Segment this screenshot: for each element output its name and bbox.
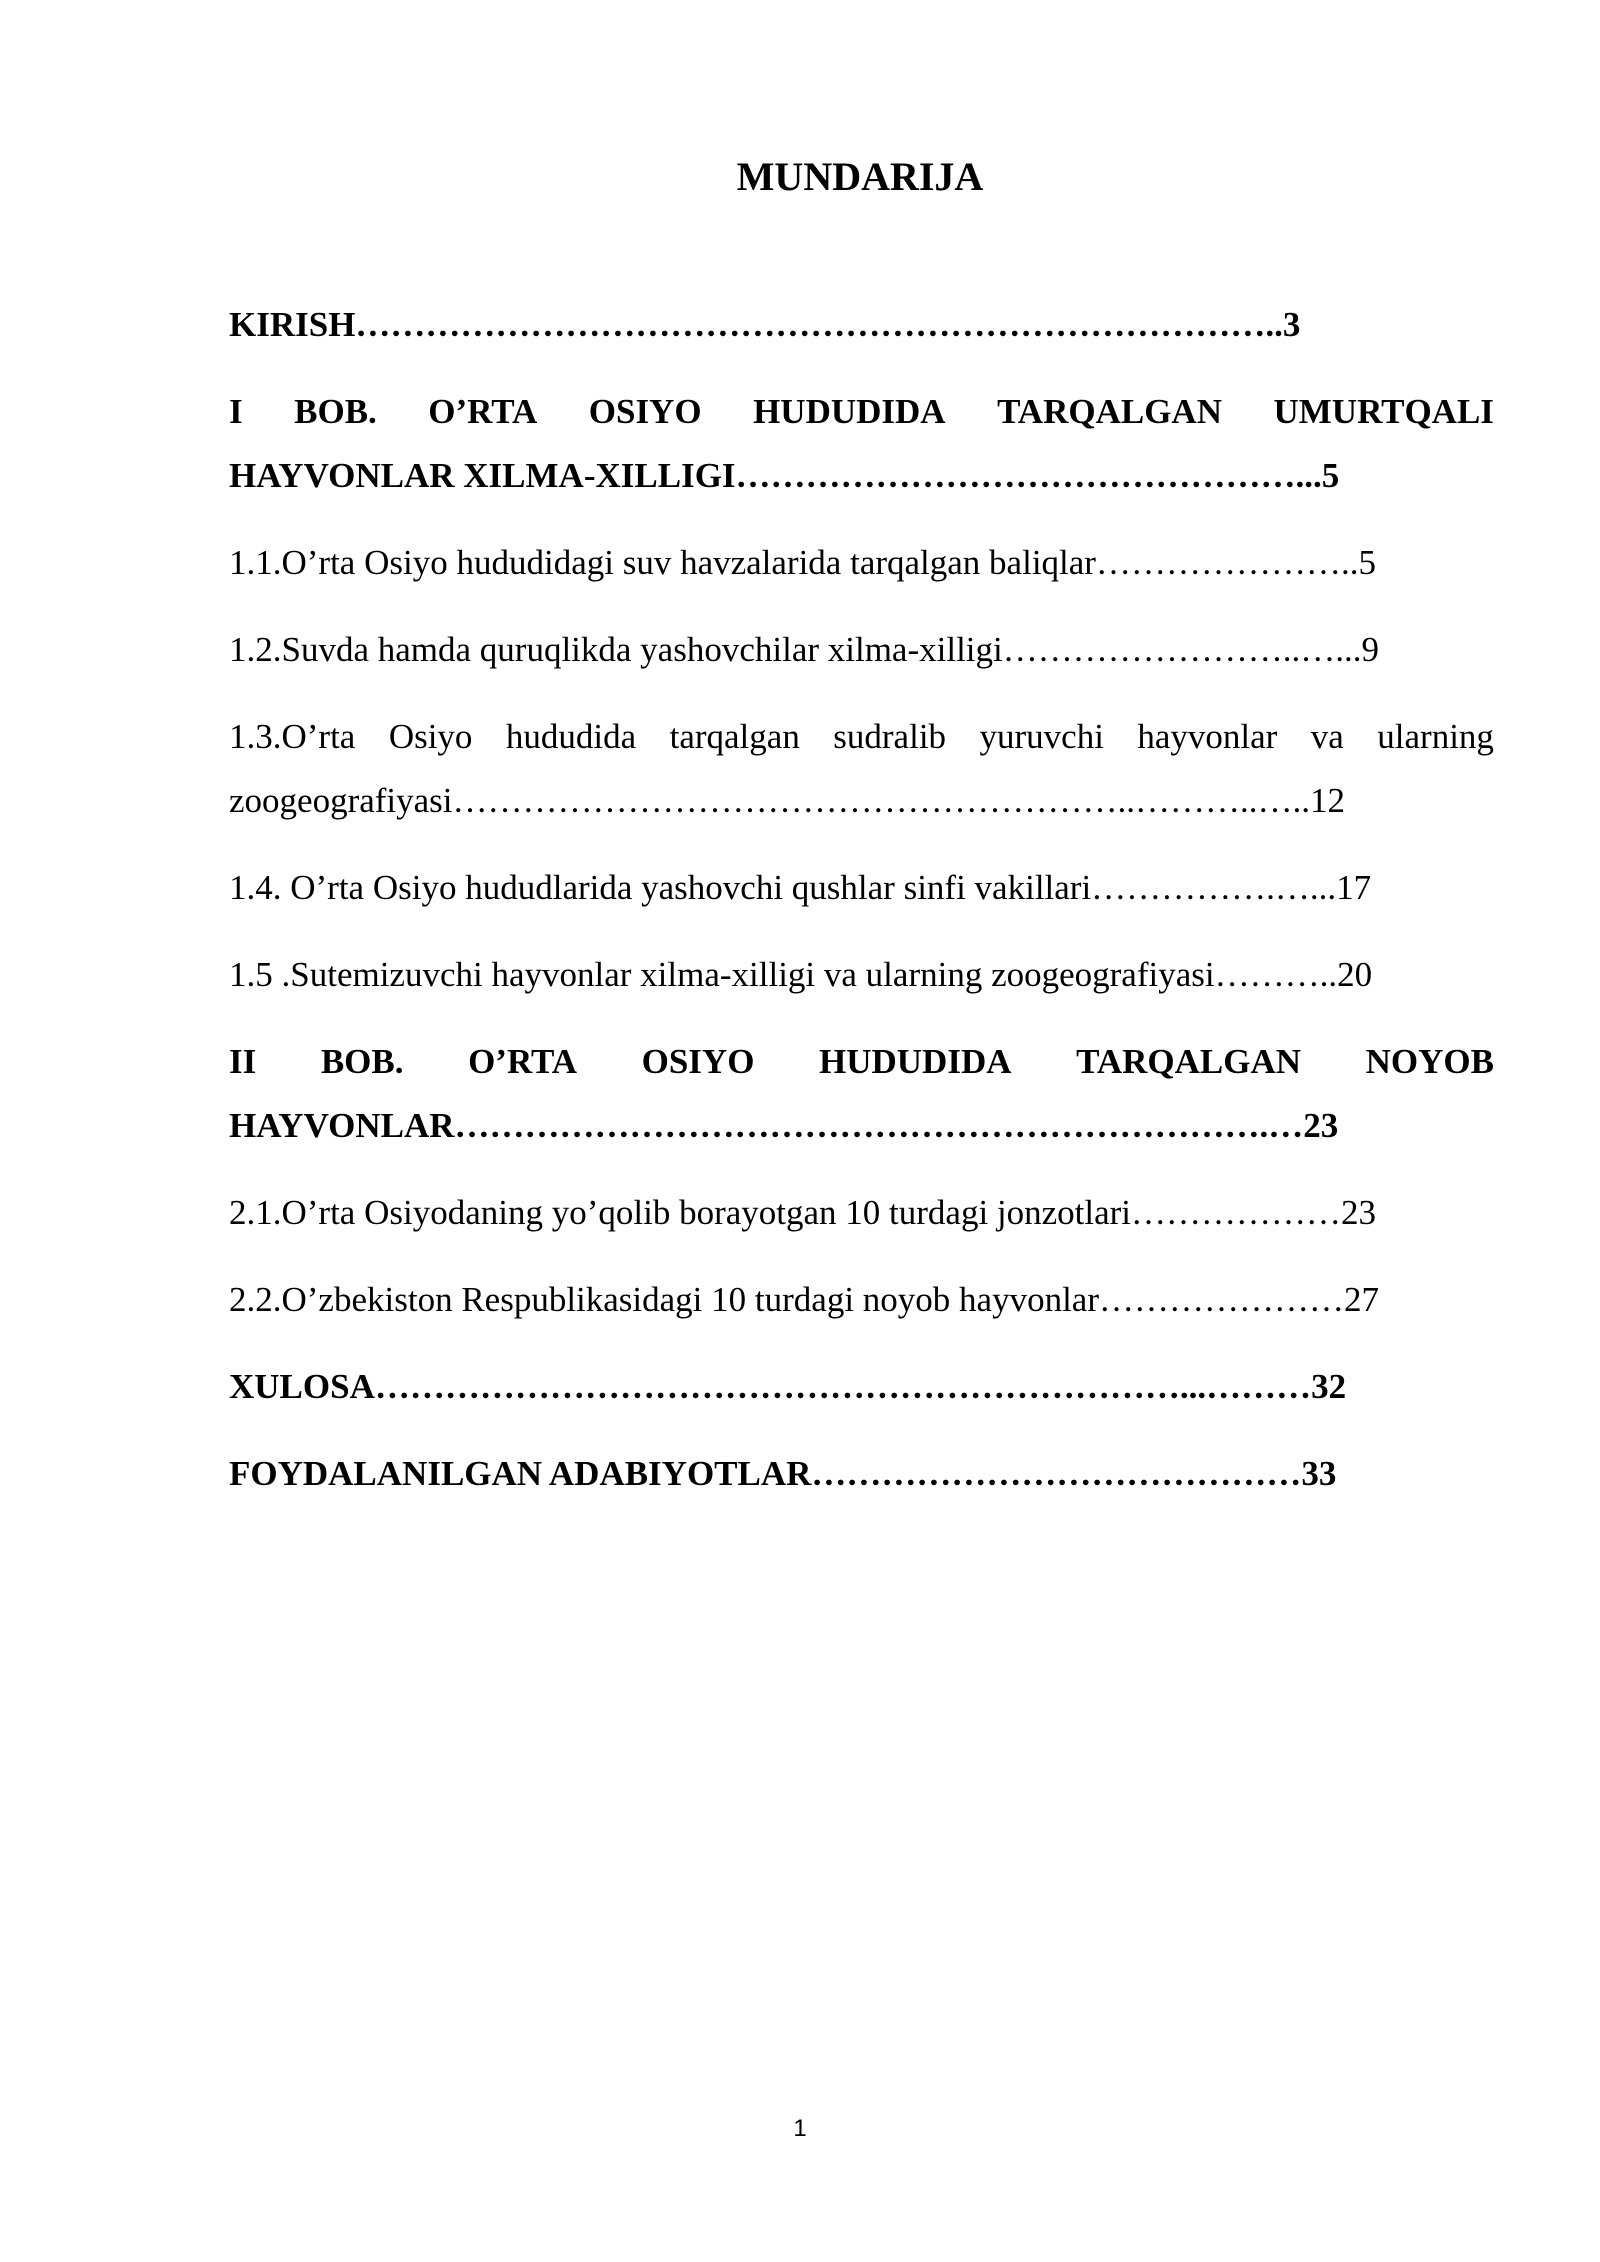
word: va <box>1310 717 1344 756</box>
toc-entry-kirish[interactable]: KIRISH……………………………………………………………………..3 <box>229 305 1301 344</box>
toc-entry-chapter-2-line-2[interactable]: HAYVONLAR…………………………………………………………….…23 <box>229 1106 1339 1145</box>
word: yuruvchi <box>979 717 1104 756</box>
word: BOB. <box>294 392 377 431</box>
chapter-2-title-words <box>229 1038 1494 1086</box>
word: tarqalgan <box>669 717 800 756</box>
page-number: 1 <box>793 2115 807 2142</box>
word: TARQALGAN <box>997 392 1222 431</box>
chapter-1-title-words <box>229 388 1494 436</box>
toc-entry-section-1-1[interactable]: 1.1.O’rta Osiyo hududidagi suv havzalarida tarqalgan baliqlar…………………..5 <box>229 543 1376 582</box>
word: hududida <box>505 717 637 756</box>
word: HUDUDIDA <box>753 392 946 431</box>
word: II <box>229 1042 257 1081</box>
word: UMURTQALI <box>1273 392 1494 431</box>
word: OSIYO <box>641 1042 755 1081</box>
word: ularning <box>1377 717 1494 756</box>
word: OSIYO <box>588 392 702 431</box>
toc-entry-section-1-2[interactable]: 1.2.Suvda hamda quruqlikda yashovchilar xilma-xilligi……………………..…...9 <box>229 630 1379 669</box>
toc-entry-section-1-3-line-2[interactable]: zoogeografiyasi…………………………………………………..………..…..12 <box>229 781 1346 820</box>
word: TARQALGAN <box>1076 1042 1301 1081</box>
toc-entry-section-1-4[interactable]: 1.4. O’rta Osiyo hududlarida yashovchi qushlar sinfi vakillari…………….…...17 <box>229 868 1372 907</box>
toc-entry-section-1-3-line-1[interactable] <box>229 713 1494 761</box>
word: Osiyo <box>388 717 473 756</box>
toc-entry-section-2-1[interactable]: 2.1.O’rta Osiyodaning yo’qolib borayotgan 10 turdagi jonzotlari………………23 <box>229 1193 1377 1232</box>
toc-entry-xulosa[interactable]: XULOSA……………………………………………………………...………32 <box>229 1367 1347 1406</box>
word: 1.3.O’rta <box>229 717 356 756</box>
word: O’RTA <box>468 1042 578 1081</box>
word: HUDUDIDA <box>819 1042 1012 1081</box>
toc-entry-chapter-1-line-2[interactable]: HAYVONLAR XILMA-XILLIGI…………………………………………...5 <box>229 456 1340 495</box>
word: BOB. <box>320 1042 404 1081</box>
toc-entry-chapter-1-line-1[interactable] <box>229 388 1494 436</box>
page-title: MUNDARIJA <box>736 154 984 199</box>
section-1-3-title-words <box>229 713 1494 761</box>
toc-entry-section-1-5[interactable]: 1.5 .Sutemizuvchi hayvonlar xilma-xilligi va ularning zoogeografiyasi………..20 <box>229 955 1373 994</box>
word: NOYOB <box>1365 1042 1494 1081</box>
word: I <box>229 392 243 431</box>
toc-entry-chapter-2-line-1[interactable] <box>229 1038 1494 1086</box>
toc-entry-section-2-2[interactable]: 2.2.O’zbekiston Respublikasidagi 10 turdagi noyob hayvonlar…………………27 <box>229 1280 1379 1319</box>
word: O’RTA <box>428 392 538 431</box>
toc-entry-adabiyotlar[interactable]: FOYDALANILGAN ADABIYOTLAR……………………………………33 <box>229 1454 1337 1493</box>
word: hayvonlar <box>1137 717 1278 756</box>
word: sudralib <box>833 717 947 756</box>
